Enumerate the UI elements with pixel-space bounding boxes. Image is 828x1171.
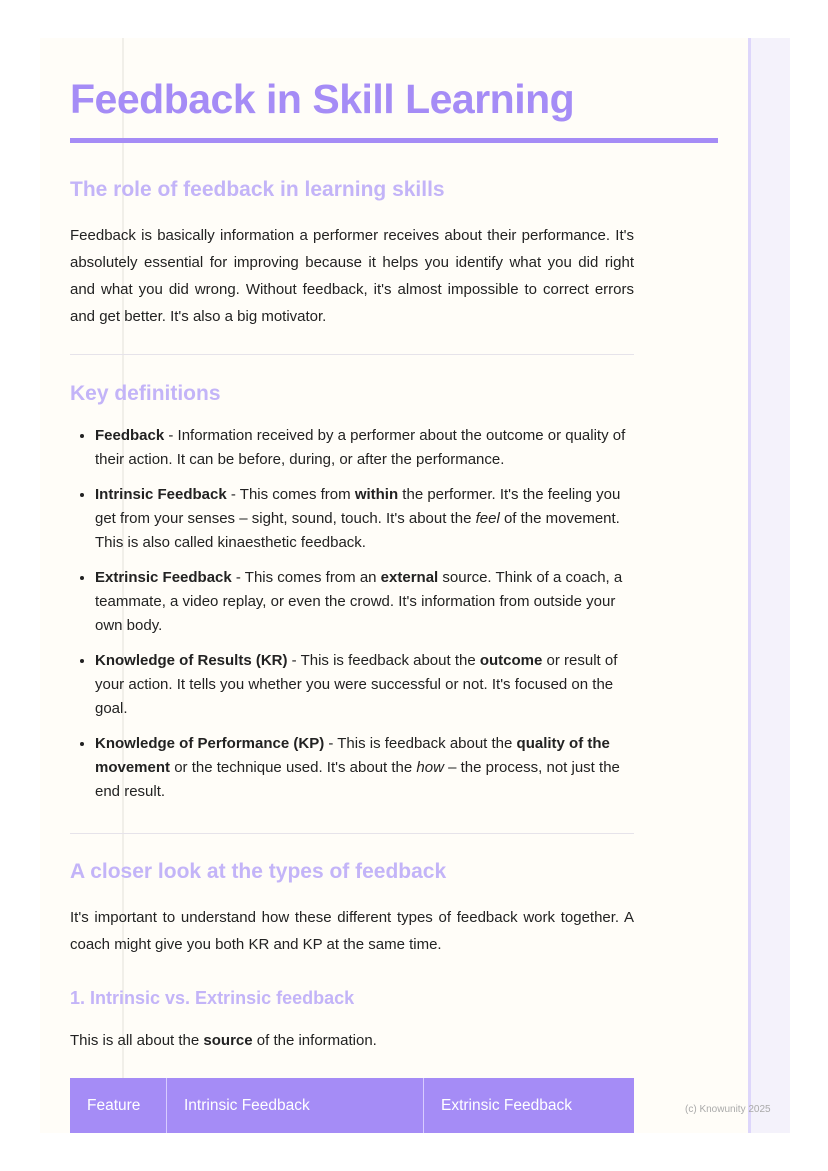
definition-item [95,649,635,721]
page-title: Feedback in Skill Learning [70,76,575,122]
bold-text: Extrinsic Feedback [95,569,232,586]
text: - This is feedback about the [287,652,480,669]
bold-text: Knowledge of Performance (KP) [95,735,325,752]
source-paragraph [70,1027,634,1054]
bold-text: within [354,486,399,503]
header-intrinsic: Intrinsic Feedback [167,1078,424,1133]
types-paragraph: It's important to understand how these different types of feedback work together. A coach might give you both KR and KP at the same time. [70,909,634,953]
table-header-row [70,1078,634,1133]
divider [70,833,634,834]
text: This is all about the [70,1032,204,1049]
definition-item [95,424,635,472]
document-page [40,38,790,1133]
title-underline [70,138,718,143]
bold-text: Knowledge of Results (KR) [95,652,288,669]
definition-item [95,732,635,804]
text: or result of your action. It tells you whether you were successful or not. It's focused on the goal. [95,652,618,717]
definitions-list [70,424,635,815]
section-heading-types: A closer look at the types of feedback [70,860,447,883]
text: the performer. It's the feeling you get from your senses – sight, sound, touch. It's about the [95,486,621,527]
header-feature: Feature [70,1078,167,1133]
comparison-table [70,1078,634,1133]
divider [70,354,634,355]
section-heading-definitions: Key definitions [70,382,221,405]
bold-text: Feedback [95,427,165,444]
copyright-footer: (c) Knowunity 2025 [685,1104,771,1115]
definition-item [95,483,635,555]
subheading-intrinsic-extrinsic: 1. Intrinsic vs. Extrinsic feedback [70,988,355,1008]
italic-text: how [416,759,444,776]
italic-text: feel [475,510,500,527]
text: - This is feedback about the [324,735,517,752]
text: source. Think of a coach, a teammate, a video replay, or even the crowd. It's information from outside your own body. [95,569,623,634]
bold-text: quality of the movement [95,735,610,776]
header-extrinsic: Extrinsic Feedback [441,1097,572,1114]
section-heading-role: The role of feedback in learning skills [70,178,445,201]
text: of the movement. This is also called kinaesthetic feedback. [95,510,620,551]
text: or the technique used. It's about the [170,759,417,776]
text: - This comes from [226,486,355,503]
definition-item [95,566,635,638]
bold-text: Intrinsic Feedback [95,486,227,503]
bold-text: outcome [479,652,543,669]
text: - Information received by a performer about the outcome or quality of their action. It can be before, during, or after the performance. [95,427,626,468]
text: of the information. [252,1032,377,1049]
bold-text: source [203,1032,253,1049]
text: – the process, not just the end result. [95,759,620,800]
side-strip [748,38,790,1133]
bold-text: external [380,569,439,586]
role-paragraph: Feedback is basically information a performer receives about their performance. It's absolutely essential for improving because it helps you identify what you did right and what you did wrong. Without feedback, it's almost impossible to correct errors and get better. It's also a big motivator. [70,227,634,325]
text: - This comes from an [231,569,381,586]
